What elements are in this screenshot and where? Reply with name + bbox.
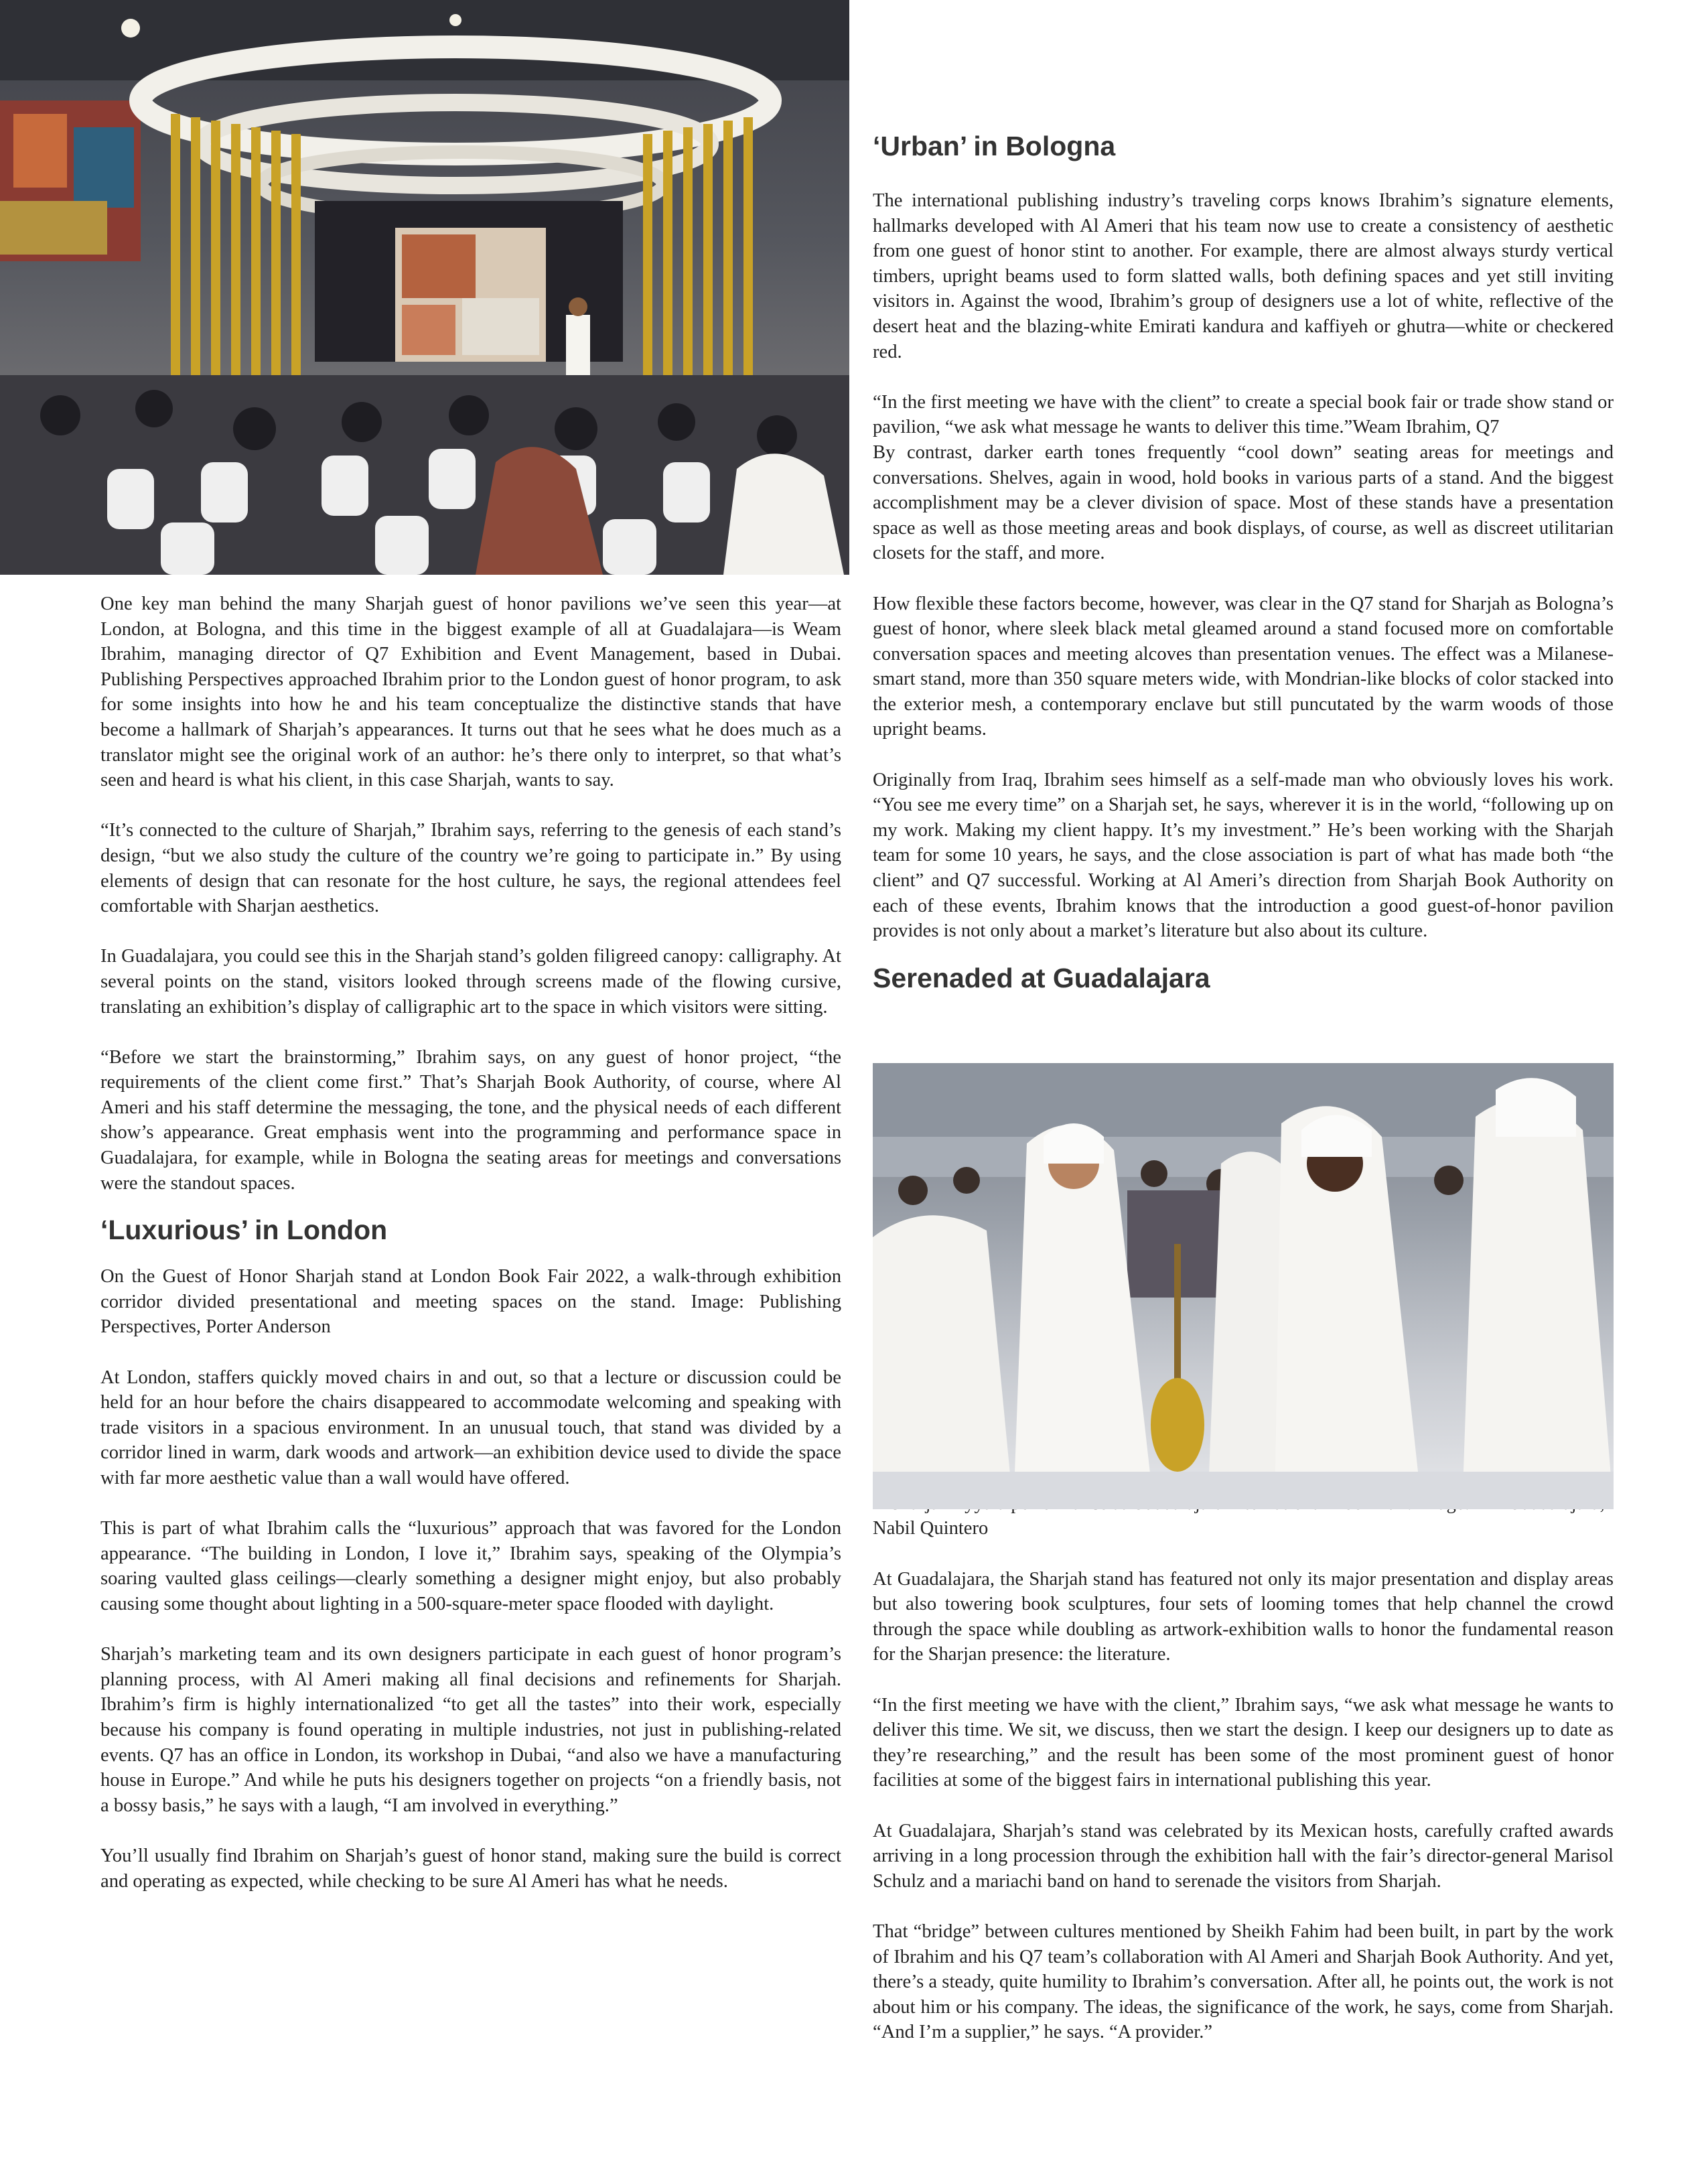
left-column bbox=[100, 0, 841, 1894]
intro-paragraph: “It’s connected to the culture of Sharjah,” Ibrahim says, referring to the genesis of each stand’s design, “but we also study the culture of the country we’re going to participate in.” By using elements of design that can resonate for the host culture, he says, the regional attendees feel comfortable with Sharjan aesthetics. bbox=[100, 820, 841, 917]
london-heading: ‘Luxurious’ in London bbox=[100, 1214, 388, 1246]
bologna-paragraph: How flexible these factors become, however, was clear in the Q7 stand for Sharjah as Bologna’s guest of honor, where sleek black metal gleamed around a stand focused more on comfortable conversation spaces and meeting alcoves than presentation venues. The effect was a Milanese-smart stand, more than 350 square meters wide, with Mondrian-like blocks of color stacked into the exterior mesh, a contemporary enclave but still puncutated by the warm woods of those upright beams. bbox=[873, 593, 1614, 740]
intro-paragraph: “Before we start the brainstorming,” Ibrahim says, on any guest of honor project, “the requirements of the client come first.” That’s Sharjah Book Authority, of course, where Al Ameri and his staff determine the messaging, the tone, and the physical needs of each different show’s appearance. Great emphasis went into the programming and performance space in Guadalajara, for example, while in Bologna the seating areas for meetings and conversations were the standout spaces. bbox=[100, 1046, 841, 1194]
intro-paragraph: One key man behind the many Sharjah guest of honor pavilions we’ve seen this year—at London, at Bologna, and this time in the biggest example of all at Guadalajara—is Weam Ibrahim, managing director of Q7 Exhibition and Event Management, based in Dubai. Publishing Perspectives approached Ibrahim prior to the London guest of honor program, to ask for some insights into how he and his team conceptualize the distinctive stands that have become a hallmark of Sharjah’s appearances. It turns out that he sees what he does much as a translator might see the original work of an author: he’s there only to interpret, so that what’s seen and heard is what his client, in this case Sharjah, wants to say. bbox=[100, 594, 841, 791]
pull-quote: “In the first meeting we have with the client” to create a special book fair or trade show stand or pavilion, “we ask what message he wants to deliver this time.”Weam Ibrahim, Q7 bbox=[873, 391, 1614, 438]
london-paragraph: Sharjah’s marketing team and its own designers participate in each guest of honor program’s planning process, with Al Ameri making all final decisions and refinements for Sharjah. Ibrahim’s firm is highly internationalized “to get all the tastes” into their work, especially because his company is found operating in multiple industries, not just in publishing-related events. Q7 has an office in London, its workshop in Dubai, “and also we have a manufacturing house in Europe.” And while he puts his designers together on projects “on a friendly basis, not a bossy basis,” he says with a laugh, “I am involved in everything.” bbox=[100, 1644, 841, 1816]
guadalajara-paragraph: That “bridge” between cultures mentioned by Sheikh Fahim had been built, in part by the work of Ibrahim and his Q7 team’s collaboration with Al Ameri and Sharjah Book Authority. And yet, there’s a steady, quite humility to Ibrahim’s conversation. After all, he points out, the work is not about him or his company. The ideas, the significance of the work, he says, come from Sharjah. “And I’m a supplier,” he says. “A provider.” bbox=[873, 1921, 1614, 2043]
photo-caption: Nabil Quintero bbox=[873, 1518, 989, 1539]
london-paragraph: You’ll usually find Ibrahim on Sharjah’s guest of honor stand, making sure the build is correct and operating as expected, while checking to be sure Al Ameri has what he needs. bbox=[100, 1845, 841, 1892]
guadalajara-paragraph: At Guadalajara, the Sharjah stand has featured not only its major presentation and display areas but also towering book sculptures, four sets of looming tomes that help channel the crowd through the space while doubling as artwork-exhibition walls to honor the fundamental reason for the Sharjan presence: the literature. bbox=[873, 1568, 1614, 1665]
right-column bbox=[873, 0, 1614, 2045]
bologna-paragraph: The international publishing industry’s traveling corps knows Ibrahim’s signature elements, hallmarks developed with Al Ameri that his team now use to create a consistency of aesthetic from one guest of honor stint to another. For example, there are almost always sturdy vertical timbers, upright beams used to form slatted walls, both defining spaces and yet still inviting visitors in. Against the wood, Ibrahim’s group of designers use a lot of white, reflective of the desert heat and the blazing-white Emirati kandura and kaffiyeh or ghutra—white or checkered red. bbox=[873, 190, 1614, 362]
london-paragraph: This is part of what Ibrahim calls the “luxurious” approach that was favored for the London appearance. “The building in London, I love it,” Ibrahim says, speaking of the Olympia’s soaring vaulted glass ceilings—clearly something a designer might enjoy, but also probably causing some thought about lighting in a 500-square-meter space flooded with daylight. bbox=[100, 1518, 841, 1614]
intro-paragraph: In Guadalajara, you could see this in the Sharjah stand’s golden filigreed canopy: calligraphy. At several points on the stand, visitors looked through screens made of the flowing cursive, translating an exhibition’s display of calligraphic art to the space in which visitors were sitting. bbox=[100, 946, 841, 1018]
bologna-paragraph: Originally from Iraq, Ibrahim sees himself as a self-made man who obviously loves his work. “You see me every time” on a Sharjah set, he says, wherever it is in the world, “following up on my work. Making my client happy. It’s my investment.” He’s been working with the Sharjah team for some 10 years, he says, and the close association is part of what has made both “the client” and Q7 successful. Working at Al Ameri’s direction from Sharjah Book Authority on each of these events, Ibrahim knows that the introduction a good guest-of-honor pavilion provides is not only about a market’s literature but also about its culture. bbox=[873, 769, 1614, 942]
guadalajara-paragraph: At Guadalajara, Sharjah’s stand was celebrated by its Mexican hosts, carefully crafted awards arriving in a long procession through the exhibition hall with the fair’s director-general Marisol Schulz and a mariachi band on hand to serenade the visitors from Sharjah. bbox=[873, 1820, 1614, 1892]
bologna-heading: ‘Urban’ in Bologna bbox=[873, 131, 1116, 161]
guadalajara-heading: Serenaded at Guadalajara bbox=[873, 962, 1210, 993]
london-paragraph: At London, staffers quickly moved chairs in and out, so that a lecture or discussion could be held for an hour before the chairs disappeared to accommodate welcoming and speaking with trade visitors in a spacious environment. In an unusual touch, that stand was divided by a corridor lined in warm, dark woods and artwork—an exhibition device used to divide the space with far more aesthetic value than a wall would have offered. bbox=[100, 1367, 841, 1488]
london-caption: On the Guest of Honor Sharjah stand at London Book Fair 2022, a walk-through exhibition corridor divided presentational and meeting spaces on the stand. Image: Publishing Perspectives, Porter Anderson bbox=[100, 1266, 841, 1338]
guadalajara-paragraph: “In the first meeting we have with the client,” Ibrahim says, “we ask what message he wants to deliver this time. We sit, we discuss, then we start the design. I keep our designers up to date as they’re researching,” and the result has been some of the most prominent guest of honor facilities at some of the biggest fairs in international publishing this year. bbox=[873, 1694, 1614, 1791]
ayyala-performance-photo bbox=[873, 1063, 1614, 1509]
contrast-paragraph: By contrast, darker earth tones frequently “cool down” seating areas for meetings and conversations. Shelves, again in wood, hold books in various parts of a stand. And the biggest accomplishment may be a clever division of space. Most of these stands have a presentation space as well as those meeting areas and book displays, of course, as well as discreet utilitarian closets for the staff, and more. bbox=[873, 441, 1614, 564]
